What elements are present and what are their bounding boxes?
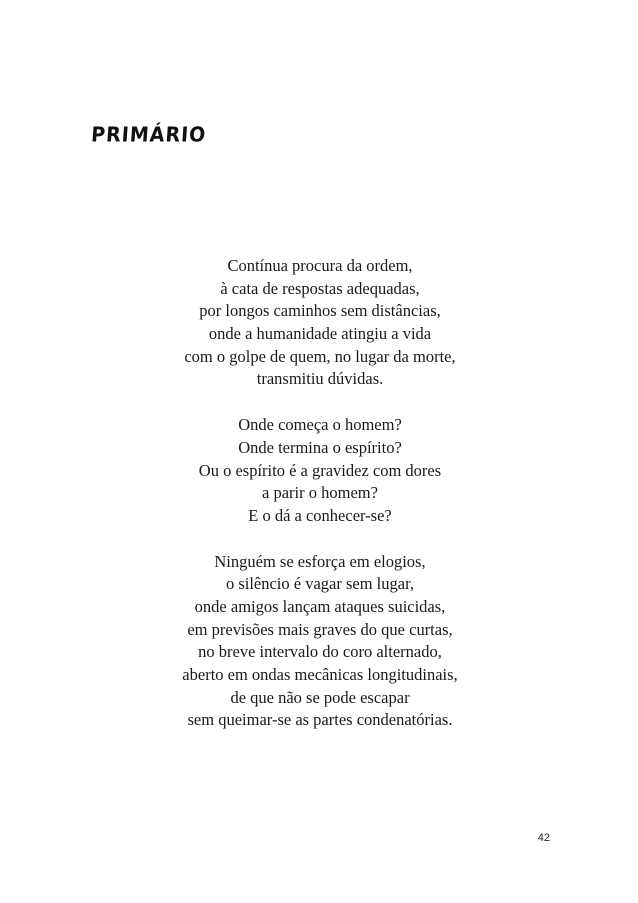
page-number: 42 (537, 832, 550, 844)
poem-line: com o golpe de quem, no lugar da morte, (184, 346, 456, 366)
poem-line: no breve intervalo do coro alternado, (198, 642, 442, 662)
poem-line: em previsões mais graves do que curtas, (187, 619, 453, 639)
poem-line: o silêncio é vagar sem lugar, (225, 574, 415, 594)
poem-line: de que não se pode escapar (230, 687, 410, 707)
poem-line: Onde termina o espírito? (238, 437, 402, 457)
poem-line: onde a humanidade atingiu a vida (208, 324, 432, 344)
poem-line: Onde começa o homem? (238, 415, 402, 435)
poem-line: transmitiu dúvidas. (256, 369, 384, 389)
poem-line: sem queimar-se as partes condenatórias. (187, 710, 453, 730)
poem-line: Ninguém se esforça em elogios, (214, 551, 426, 571)
poem-line: Ou o espírito é a gravidez com dores (198, 460, 442, 480)
stanza-2 (160, 414, 480, 527)
stanza-3 (160, 551, 480, 733)
poem-line: por longos caminhos sem distâncias, (199, 301, 441, 321)
stanza-1 (160, 255, 480, 391)
poem-line: E o dá a conhecer-se? (248, 505, 392, 525)
poem-body (160, 255, 480, 755)
poem-line: à cata de respostas adequadas, (220, 278, 420, 298)
poem-title: PRIMÁRIO (90, 123, 208, 147)
poem-line: a parir o homem? (262, 483, 378, 503)
poem-line: Contínua procura da ordem, (227, 256, 413, 275)
poem-line: onde amigos lançam ataques suicidas, (194, 596, 446, 616)
poem-line: aberto em ondas mecânicas longitudinais, (182, 665, 458, 684)
